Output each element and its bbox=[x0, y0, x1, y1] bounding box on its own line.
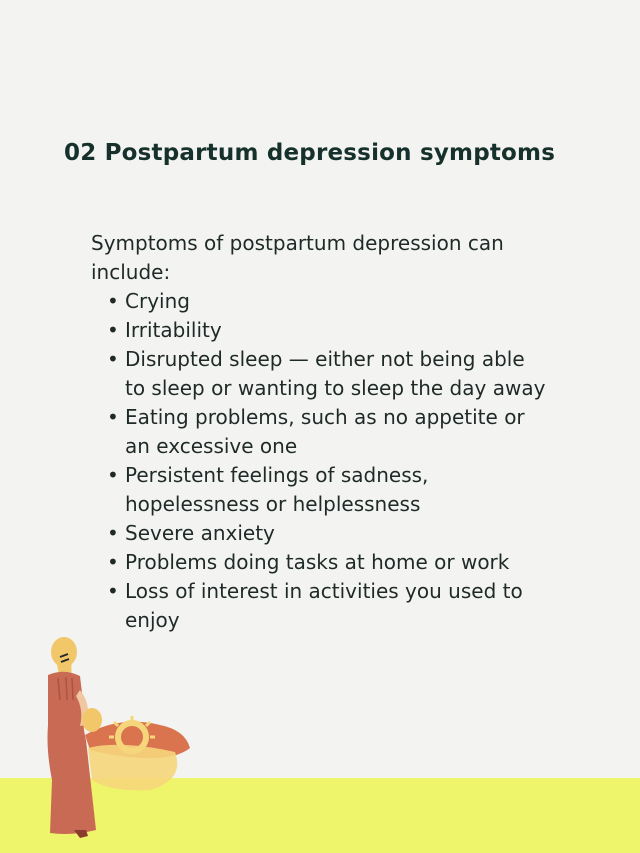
page-title: 02 Postpartum depression symptoms bbox=[64, 140, 556, 166]
symptoms-section bbox=[91, 229, 551, 635]
terrain-shape bbox=[85, 722, 190, 791]
bullet-icon: • bbox=[107, 318, 119, 342]
list-item bbox=[107, 287, 551, 316]
list-item bbox=[107, 577, 551, 635]
list-item-text: Irritability bbox=[125, 318, 222, 342]
list-item bbox=[107, 345, 551, 403]
bullet-icon: • bbox=[107, 347, 119, 371]
list-item-text: Problems doing tasks at home or work bbox=[125, 550, 510, 574]
list-item-text: Persistent feelings of sadness, hopelessness or helplessness bbox=[125, 463, 429, 516]
list-item-text: Loss of interest in activities you used to enjoy bbox=[125, 579, 523, 632]
list-item bbox=[107, 316, 551, 345]
bullet-icon: • bbox=[107, 579, 119, 603]
list-item-text: Crying bbox=[125, 289, 190, 313]
intro-text: Symptoms of postpartum depression can include: bbox=[91, 231, 504, 284]
woman-holding-pot-illustration bbox=[0, 630, 220, 853]
symptoms-list bbox=[91, 287, 551, 635]
list-item-text: Severe anxiety bbox=[125, 521, 275, 545]
list-item bbox=[107, 403, 551, 461]
list-item bbox=[107, 519, 551, 548]
bullet-icon: • bbox=[107, 521, 119, 545]
list-item bbox=[107, 461, 551, 519]
list-item bbox=[107, 548, 551, 577]
bullet-icon: • bbox=[107, 289, 119, 313]
list-item-text: Eating problems, such as no appetite or an excessive one bbox=[125, 405, 525, 458]
list-item-text: Disrupted sleep — either not being able to sleep or wanting to sleep the day away bbox=[125, 347, 546, 400]
bullet-icon: • bbox=[107, 405, 119, 429]
bullet-icon: • bbox=[107, 550, 119, 574]
bullet-icon: • bbox=[107, 463, 119, 487]
